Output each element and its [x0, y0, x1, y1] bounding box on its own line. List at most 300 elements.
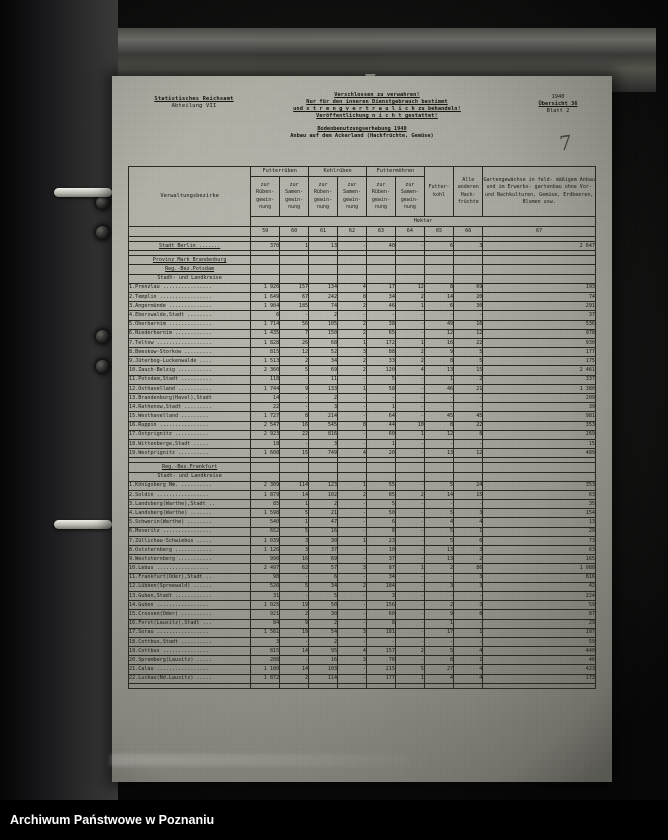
cell-col-63: 5	[366, 375, 395, 384]
cell-col-60: -	[280, 591, 309, 600]
cell-empty	[483, 265, 596, 274]
cell-col-66: 15	[454, 366, 483, 375]
cell-col-63: 215	[366, 665, 395, 674]
cell-col-62: 4	[338, 449, 367, 458]
header-group-row	[129, 167, 596, 177]
cell-col-62: 8	[338, 421, 367, 430]
cell-col-67: 1 080	[483, 564, 596, 573]
cell-col-66: -	[454, 619, 483, 628]
cell-col-60: 62	[280, 564, 309, 573]
cell-col-60: 15	[280, 449, 309, 458]
cell-col-59: 288	[251, 656, 280, 665]
table-row	[129, 320, 596, 329]
cell-col-67: 59	[483, 637, 596, 646]
table-row	[129, 384, 596, 393]
row-label: 10.Zauch-Belzig ...........	[129, 366, 251, 375]
cell-col-60: 26	[280, 338, 309, 347]
cell-empty	[338, 463, 367, 472]
cell-col-60: 56	[280, 320, 309, 329]
cell-col-67: 1 380	[483, 384, 596, 393]
cell-col-62: -	[338, 637, 367, 646]
cell-col-64: -	[395, 509, 424, 518]
cell-col-60: 14	[280, 490, 309, 499]
table-row	[129, 619, 596, 628]
cell-empty	[280, 274, 309, 283]
cell-col-59: 1 926	[251, 283, 280, 292]
section-heading-row	[129, 463, 596, 472]
row-label: 16.Ruppin ................	[129, 421, 251, 430]
cell-col-61: 749	[309, 449, 338, 458]
cell-empty	[338, 472, 367, 481]
table-row	[129, 637, 596, 646]
cell-col-63: 88	[366, 348, 395, 357]
cell-col-59: 3	[251, 637, 280, 646]
cell-col-61: 47	[309, 518, 338, 527]
classification-line-2: Nur für den inneren Dienstgebrauch bestimmt	[306, 98, 448, 105]
cell-col-62: -	[338, 439, 367, 448]
cell-empty	[395, 265, 424, 274]
cell-col-67: 37	[483, 311, 596, 320]
cell-col-64: 2	[395, 647, 424, 656]
cell-spacer	[129, 683, 251, 688]
row-label: 18.Cottbus,Stadt ..........	[129, 637, 251, 646]
cell-col-61: 2	[309, 619, 338, 628]
cell-col-66: 3	[454, 509, 483, 518]
cell-col-65: 2	[424, 564, 453, 573]
cell-col-62: -	[338, 601, 367, 610]
cell-col-62: 2	[338, 582, 367, 591]
cell-col-67: 816	[483, 573, 596, 582]
cell-col-63: 17	[366, 283, 395, 292]
cell-empty	[338, 265, 367, 274]
stub-header: Verwaltungsbezirke	[129, 167, 251, 227]
cell-empty	[454, 265, 483, 274]
cell-col-62: 4	[338, 283, 367, 292]
row-label: 8.Beeskow-Storkow .........	[129, 348, 251, 357]
cell-col-63: 5	[366, 500, 395, 509]
table-row	[129, 430, 596, 439]
row-label: 20.Spremberg(Lausitz) .....	[129, 656, 251, 665]
cell-col-66: 12	[454, 329, 483, 338]
subheader-63: zur Rüben- gewin- nung	[366, 177, 395, 217]
cell-col-64: -	[395, 619, 424, 628]
section-heading-label: Provinz Mark Brandenburg	[129, 256, 251, 265]
cell-col-67: 2 461	[483, 366, 596, 375]
cell-col-61: 69	[309, 366, 338, 375]
colnum-61: 61	[309, 227, 338, 237]
cell-col-59: 1 649	[251, 292, 280, 301]
cell-col-63: -	[366, 637, 395, 646]
colnum-62: 62	[338, 227, 367, 237]
table-row	[129, 628, 596, 637]
colnum-67: 67	[483, 227, 596, 237]
table-row-total	[129, 242, 596, 251]
table-row	[129, 311, 596, 320]
cell-col-62: -	[338, 665, 367, 674]
cell-empty	[424, 463, 453, 472]
cell-col-60: 5	[280, 582, 309, 591]
cell-col-61: 74	[309, 302, 338, 311]
cell-empty	[483, 472, 596, 481]
cell-col-66: -	[454, 500, 483, 509]
row-label: 14.Rathenow,Stadt .........	[129, 403, 251, 412]
table-row	[129, 500, 596, 509]
colnum-63: 63	[366, 227, 395, 237]
cell-col-67: 489	[483, 449, 596, 458]
cell-col-65: 5	[424, 509, 453, 518]
cell-empty	[454, 274, 483, 283]
cell-col-61: 21	[309, 509, 338, 518]
cell-col-66: 45	[454, 412, 483, 421]
cell-empty	[395, 463, 424, 472]
cell-col-61: 2	[309, 394, 338, 403]
cell-col-60: 3	[280, 536, 309, 545]
cell-col-65: 4	[424, 674, 453, 683]
cell-col-64: 2	[395, 292, 424, 301]
subheader-62: zur Samen- gewin- nung	[338, 177, 367, 217]
cell-col-67: 39	[483, 403, 596, 412]
binder-gutter	[0, 0, 118, 800]
row-label: 11.Frankfurt(Oder),Stadt ..	[129, 573, 251, 582]
row-label: 13.Brandenburg(Havel),Stadt	[129, 394, 251, 403]
cell-col-59: 2 497	[251, 564, 280, 573]
cell-empty	[366, 463, 395, 472]
table-body	[129, 237, 596, 689]
cell-col-63: 46	[366, 302, 395, 311]
colnum-60: 60	[280, 227, 309, 237]
cell-col-67: 29	[483, 527, 596, 536]
table-row	[129, 366, 596, 375]
cell-empty	[251, 463, 280, 472]
cell-col-64: 2	[395, 357, 424, 366]
row-label: 7.Teltow ..................	[129, 338, 251, 347]
sheet-identification	[522, 94, 594, 115]
cell-col-65: 5	[424, 481, 453, 490]
cell-col-66: 3	[454, 573, 483, 582]
cell-col-59: 1 904	[251, 302, 280, 311]
cell-col-64: -	[395, 555, 424, 564]
cell-col-62: -	[338, 674, 367, 683]
cell-col-60: -	[280, 375, 309, 384]
cell-col-63: 33	[366, 357, 395, 366]
cell-col-59: 540	[251, 518, 280, 527]
section-heading-label: Stadt- und Landkreise	[129, 274, 251, 283]
row-label: 21.Calau .................	[129, 665, 251, 674]
cell-empty	[366, 265, 395, 274]
subject-block	[112, 126, 612, 140]
cell-col-59: 652	[251, 527, 280, 536]
colnum-64: 64	[395, 227, 424, 237]
cell-col-62: -	[338, 610, 367, 619]
cell-col-62: 1	[338, 481, 367, 490]
cell-col-66: 4	[454, 647, 483, 656]
handwritten-pencil-mark: 7	[558, 130, 573, 156]
cell-col-61: 13	[309, 242, 338, 251]
cell-col-64: -	[395, 518, 424, 527]
cell-col-62: 4	[338, 647, 367, 656]
cell-col-61: 34	[309, 357, 338, 366]
table-row	[129, 601, 596, 610]
section-heading-label: Reg.-Bez.Potsdam	[129, 265, 251, 274]
cell-col-60: 7	[280, 329, 309, 338]
cell-col-66: 5	[454, 357, 483, 366]
cell-col-67: 87	[483, 610, 596, 619]
cell-col-63: 60	[366, 610, 395, 619]
cell-col-59: 84	[251, 619, 280, 628]
cell-col-67: 978	[483, 329, 596, 338]
cell-col-66: 6	[454, 536, 483, 545]
issuing-office	[134, 96, 254, 110]
cell-col-63: 60	[366, 430, 395, 439]
cell-col-64: -	[395, 320, 424, 329]
table-row	[129, 338, 596, 347]
cell-col-60: 2	[280, 610, 309, 619]
cell-col-66: -	[454, 591, 483, 600]
cell-col-61: 214	[309, 412, 338, 421]
row-label: 16.Forst(Lausitz),Stadt ...	[129, 619, 251, 628]
cell-col-67: 63	[483, 546, 596, 555]
cell-col-59: 1 714	[251, 320, 280, 329]
group-header-kohlrueben: Kohlrüben	[309, 167, 367, 177]
cell-col-59: 1 039	[251, 536, 280, 545]
row-label: 3.Landsberg(Warthe),Stadt ..	[129, 500, 251, 509]
cell-col-63: 34	[366, 573, 395, 582]
section-heading-row	[129, 265, 596, 274]
cell-col-65: 27	[424, 665, 453, 674]
cell-col-60: 14	[280, 665, 309, 674]
table-row	[129, 348, 596, 357]
cell-col-67: 175	[483, 357, 596, 366]
cell-col-61: 102	[309, 490, 338, 499]
cell-col-65: -	[424, 591, 453, 600]
row-label: 5.Oberbarnim ..............	[129, 320, 251, 329]
cell-col-67: 177	[483, 348, 596, 357]
overview-number: Übersicht 36	[538, 101, 578, 108]
cell-col-66: 16	[454, 320, 483, 329]
cell-col-67: 536	[483, 320, 596, 329]
cell-col-64: -	[395, 546, 424, 555]
cell-col-61: 105	[309, 320, 338, 329]
cell-spacer	[338, 683, 367, 688]
cell-col-59: 18	[251, 439, 280, 448]
cell-col-60: 22	[280, 430, 309, 439]
cell-col-65: 1	[424, 619, 453, 628]
cell-col-64: 5	[395, 665, 424, 674]
cell-col-64: -	[395, 449, 424, 458]
cell-col-59: 1 879	[251, 490, 280, 499]
cell-col-63: -	[366, 394, 395, 403]
cell-empty	[251, 274, 280, 283]
cell-col-60: 67	[280, 292, 309, 301]
cell-col-62: 3	[338, 656, 367, 665]
cell-col-64: 12	[395, 283, 424, 292]
cell-col-61: 114	[309, 674, 338, 683]
cell-empty	[251, 256, 280, 265]
cell-empty	[366, 472, 395, 481]
cell-col-59: 1 744	[251, 384, 280, 393]
cell-col-62: 2	[338, 329, 367, 338]
cell-col-67: 73	[483, 536, 596, 545]
cell-empty	[251, 265, 280, 274]
cell-col-63: 85	[366, 490, 395, 499]
cell-col-60: 1	[280, 242, 309, 251]
cell-col-60: 19	[280, 601, 309, 610]
cell-col-63: 58	[366, 384, 395, 393]
cell-col-62: 2	[338, 490, 367, 499]
cell-col-64: -	[395, 628, 424, 637]
cell-col-65: 17	[424, 628, 453, 637]
cell-col-63: 10	[366, 546, 395, 555]
cell-col-61: 133	[309, 384, 338, 393]
cell-col-65: -	[424, 311, 453, 320]
cell-col-64: 2	[395, 348, 424, 357]
cell-col-63: 34	[366, 292, 395, 301]
cell-col-64: -	[395, 610, 424, 619]
row-label: 2.Templin .................	[129, 292, 251, 301]
cell-col-59: 1 872	[251, 674, 280, 683]
cell-col-63: 65	[366, 329, 395, 338]
cell-col-62: -	[338, 500, 367, 509]
cell-col-61: 50	[309, 601, 338, 610]
cell-col-67: 209	[483, 394, 596, 403]
cell-col-66: 86	[454, 564, 483, 573]
cell-col-63: 44	[366, 421, 395, 430]
cell-col-66: 22	[454, 421, 483, 430]
cell-col-65: 5	[424, 527, 453, 536]
row-label: 2.Soldin .................	[129, 490, 251, 499]
cell-col-59: 2 360	[251, 366, 280, 375]
cell-col-60: 185	[280, 302, 309, 311]
cell-col-62: 1	[338, 338, 367, 347]
cell-empty	[280, 463, 309, 472]
masthead	[112, 92, 612, 158]
row-label: 9.Jüterbog-Luckenwalde ....	[129, 357, 251, 366]
cell-col-62: -	[338, 311, 367, 320]
cell-col-66: 8	[454, 430, 483, 439]
survey-title: Bodenbenutzungserhebung 1940	[317, 126, 407, 132]
cell-col-67: 165	[483, 555, 596, 564]
cell-col-59: 118	[251, 375, 280, 384]
cell-col-64: -	[395, 601, 424, 610]
cell-col-65: -	[424, 573, 453, 582]
cell-col-61: 6	[309, 573, 338, 582]
row-label: 6.Niederbarnim ............	[129, 329, 251, 338]
table-row	[129, 518, 596, 527]
cell-empty	[366, 256, 395, 265]
cell-col-59: 815	[251, 647, 280, 656]
survey-subtitle: Anbau auf dem Ackerland (Hackfrüchte, Gemüse)	[290, 132, 434, 139]
cell-col-62: -	[338, 403, 367, 412]
cell-col-60: 9	[280, 384, 309, 393]
cell-col-63: 55	[366, 481, 395, 490]
row-label: 18.Wittenberge,Stadt .....	[129, 439, 251, 448]
cell-col-63: 64	[366, 412, 395, 421]
table-row	[129, 527, 596, 536]
cell-col-63: 157	[366, 647, 395, 656]
cell-col-61: 134	[309, 283, 338, 292]
cell-empty	[483, 274, 596, 283]
cell-col-63: 3	[366, 591, 395, 600]
cell-col-65: 6	[424, 302, 453, 311]
cell-col-63: 40	[366, 242, 395, 251]
cell-col-65: 12	[424, 329, 453, 338]
cell-empty	[424, 265, 453, 274]
cell-col-64: -	[395, 536, 424, 545]
section-heading-row	[129, 256, 596, 265]
cell-col-67: 930	[483, 338, 596, 347]
cell-col-65: 8	[424, 357, 453, 366]
cell-empty	[309, 472, 338, 481]
cell-col-63: 172	[366, 338, 395, 347]
cell-col-62: -	[338, 527, 367, 536]
cell-col-59: 98	[251, 573, 280, 582]
cell-col-66: 2	[454, 555, 483, 564]
cell-col-61: 5	[309, 591, 338, 600]
cell-col-62: 8	[338, 292, 367, 301]
cell-spacer	[424, 683, 453, 688]
cell-empty	[424, 256, 453, 265]
cell-col-60: 16	[280, 421, 309, 430]
cell-col-60: -	[280, 656, 309, 665]
cell-col-64: 10	[395, 421, 424, 430]
section-heading-label: Stadt- und Landkreise	[129, 472, 251, 481]
cell-col-63: 23	[366, 536, 395, 545]
cell-col-63: 156	[366, 601, 395, 610]
row-label: 12.Osthavelland ...........	[129, 384, 251, 393]
table-row	[129, 573, 596, 582]
cell-col-67: 29	[483, 619, 596, 628]
cell-col-65: 8	[424, 421, 453, 430]
cell-empty	[454, 256, 483, 265]
watermark-ghost	[110, 754, 410, 766]
cell-col-64: 1	[395, 564, 424, 573]
cell-col-61: 16	[309, 527, 338, 536]
table-row	[129, 490, 596, 499]
cell-col-66: 3	[454, 242, 483, 251]
cell-col-67: 353	[483, 421, 596, 430]
cell-col-65: 46	[424, 384, 453, 393]
cell-spacer	[280, 683, 309, 688]
cell-col-65: -	[424, 637, 453, 646]
row-label: 4.Eberswalde,Stadt ........	[129, 311, 251, 320]
cell-col-63: 181	[366, 628, 395, 637]
cell-col-65: 14	[424, 292, 453, 301]
cell-col-65: 13	[424, 366, 453, 375]
binder-clip-band	[54, 520, 112, 529]
cell-col-59: 1 598	[251, 509, 280, 518]
cell-col-61: 150	[309, 329, 338, 338]
cell-empty	[280, 472, 309, 481]
cell-col-59: 22	[251, 403, 280, 412]
cell-col-62: 1	[338, 536, 367, 545]
cell-col-61: 242	[309, 292, 338, 301]
cell-col-62: -	[338, 412, 367, 421]
cell-empty	[454, 463, 483, 472]
cell-col-59: 1 561	[251, 628, 280, 637]
cell-col-61: 54	[309, 628, 338, 637]
cell-col-62: 2	[338, 302, 367, 311]
cell-col-64: 1	[395, 674, 424, 683]
cell-col-64: 4	[395, 366, 424, 375]
row-label: 17.Ostprignitz ...........	[129, 430, 251, 439]
cell-col-62: 2	[338, 366, 367, 375]
statistics-table	[128, 166, 596, 689]
row-label: 19.Cottbus ...............	[129, 647, 251, 656]
cell-col-62: 3	[338, 628, 367, 637]
cell-empty	[251, 472, 280, 481]
cell-spacer	[366, 683, 395, 688]
column-header-futterkohl: Futter- kohl	[424, 167, 453, 217]
